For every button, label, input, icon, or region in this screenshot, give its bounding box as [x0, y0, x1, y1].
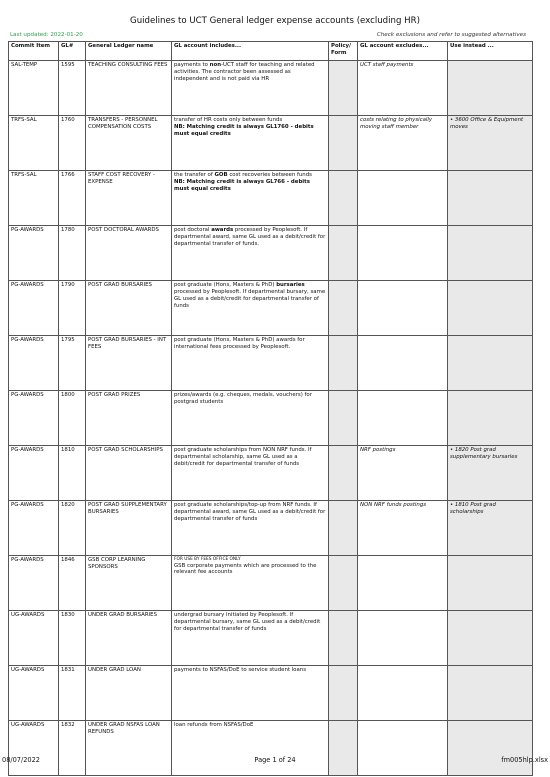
cell-excludes: NRF postings	[358, 446, 448, 501]
cell-name: UNDER GRAD LOAN	[86, 666, 172, 721]
cell-excludes: NON NRF funds postings	[358, 501, 448, 556]
cell-policy	[329, 666, 358, 721]
cell-use-instead	[448, 336, 533, 391]
cell-use-instead	[448, 226, 533, 281]
table-row	[9, 226, 533, 281]
col-policy: Policy/ Form	[329, 42, 358, 61]
cell-name: POST GRAD SCHOLARSHIPS	[86, 446, 172, 501]
table-row	[9, 116, 533, 171]
cell-includes	[172, 116, 329, 171]
includes-text: awards	[211, 227, 234, 233]
table-row	[9, 171, 533, 226]
cell-excludes: costs relating to physically moving staff member	[358, 116, 448, 171]
col-excludes: GL account excludes...	[358, 42, 448, 61]
cell-excludes	[358, 281, 448, 336]
cell-includes	[172, 446, 329, 501]
cell-excludes	[358, 226, 448, 281]
cell-use-instead	[448, 666, 533, 721]
includes-text: GSB corporate payments which are processed to the relevant fee accounts	[174, 562, 317, 576]
table-row	[9, 611, 533, 666]
cell-use-instead	[448, 171, 533, 226]
header-row	[9, 42, 533, 61]
cell-name: UNDER GRAD NSFAS LOAN REFUNDS	[86, 721, 172, 776]
includes-text: processed by Peoplesoft. If departmental award, same GL used as a debit/credit for departmental transfer of funds.	[174, 227, 326, 247]
includes-text: post graduate scholarships from NON NRF funds. If departmental scholarship, same GL used as a debit/credit for departmental transfer of funds	[174, 447, 312, 467]
table-row	[9, 446, 533, 501]
last-updated: Last updated: 2022-01-20	[10, 32, 83, 38]
cell-includes	[172, 666, 329, 721]
includes-text: undergrad bursary initiated by Peoplesoft. If departmental bursary, same GL used as a debit/credit for departmental transfer of funds	[174, 612, 321, 632]
cell-excludes	[358, 721, 448, 776]
check-note: Check exclusions and refer to suggested alternatives	[376, 32, 526, 38]
cell-excludes	[358, 171, 448, 226]
cell-gl: 1831	[59, 666, 86, 721]
col-name: General Ledger name	[86, 42, 172, 61]
cell-name: TRANSFERS - PERSONNEL COMPENSATION COSTS	[86, 116, 172, 171]
cell-use-instead	[448, 391, 533, 446]
cell-includes	[172, 61, 329, 116]
cell-gl: 1830	[59, 611, 86, 666]
includes-text: bursaries	[276, 282, 305, 288]
cell-policy	[329, 446, 358, 501]
cell-excludes	[358, 391, 448, 446]
cell-includes	[172, 171, 329, 226]
cell-commit-item: PG-AWARDS	[9, 446, 59, 501]
includes-text: post graduate (Hons, Masters & PhD) awards for international fees processed by Peoplesoft.	[174, 337, 305, 350]
cell-policy	[329, 61, 358, 116]
table-row	[9, 501, 533, 556]
cell-commit-item: PG-AWARDS	[9, 501, 59, 556]
cell-policy	[329, 391, 358, 446]
includes-text: NB: Matching credit is always GL766 - debits must equal credits	[174, 178, 310, 192]
cell-name: GSB CORP LEARNING SPONSORS	[86, 556, 172, 611]
includes-text: post graduate (Hons, Masters & PhD)	[174, 282, 277, 288]
cell-includes	[172, 721, 329, 776]
cell-gl: 1820	[59, 501, 86, 556]
includes-text: loan refunds from NSFAS/DoE	[174, 722, 254, 728]
cell-use-instead: • 1810 Post grad scholarships	[448, 501, 533, 556]
cell-use-instead	[448, 611, 533, 666]
cell-excludes	[358, 611, 448, 666]
col-commit-item: Commit Item	[9, 42, 59, 61]
cell-commit-item: TRFS-SAL	[9, 171, 59, 226]
cell-includes	[172, 501, 329, 556]
cell-gl: 1846	[59, 556, 86, 611]
includes-text: post graduate scholarships/top-up from NRF funds. If departmental award, same GL used as a debit/credit for departmental transfer of funds	[174, 502, 326, 522]
col-use-instead: Use instead ...	[448, 42, 533, 61]
cell-use-instead	[448, 721, 533, 776]
cell-commit-item: PG-AWARDS	[9, 391, 59, 446]
cell-includes	[172, 281, 329, 336]
table-row	[9, 666, 533, 721]
cell-policy	[329, 171, 358, 226]
includes-text: post doctoral	[174, 227, 212, 233]
includes-text: prizes/awards (e.g. cheques, medals, vouchers) for postgrad students	[174, 392, 312, 405]
cell-use-instead	[448, 556, 533, 611]
includes-text: the transfer of	[174, 172, 215, 178]
cell-gl: 1760	[59, 116, 86, 171]
cell-includes	[172, 336, 329, 391]
includes-text: cost recoveries between funds	[227, 172, 312, 178]
sub-header	[8, 31, 532, 40]
cell-name: POST GRAD BURSARIES - INT FEES	[86, 336, 172, 391]
cell-gl: 1810	[59, 446, 86, 501]
includes-text: payments to NSFAS/DoE to service student loans	[174, 667, 307, 673]
table-row	[9, 721, 533, 776]
cell-gl: 1795	[59, 336, 86, 391]
cell-policy	[329, 721, 358, 776]
cell-commit-item: PG-AWARDS	[9, 556, 59, 611]
cell-use-instead: • 3600 Office & Equipment moves	[448, 116, 533, 171]
cell-gl: 1790	[59, 281, 86, 336]
cell-includes	[172, 611, 329, 666]
cell-name: POST GRAD BURSARIES	[86, 281, 172, 336]
includes-text: transfer of HR costs only between funds	[174, 117, 283, 123]
cell-gl: 1800	[59, 391, 86, 446]
includes-text: processed by Peoplesoft. If departmental bursary, same GL used as a debit/credit for departmental transfer of funds	[174, 288, 326, 309]
table-row	[9, 336, 533, 391]
footer-file: fm005hlp.xlsx	[501, 756, 548, 764]
cell-includes	[172, 226, 329, 281]
cell-use-instead: • 1820 Post grad supplementary bursaries	[448, 446, 533, 501]
cell-policy	[329, 281, 358, 336]
includes-text: non	[209, 62, 222, 68]
includes-text: -UCT staff for teaching and related activities. The contractor been assessed as independent and is not paid via HR	[174, 62, 315, 82]
cell-use-instead	[448, 281, 533, 336]
col-gl: GL#	[59, 42, 86, 61]
cell-policy	[329, 336, 358, 391]
cell-name: POST GRAD SUPPLEMENTARY BURSARIES	[86, 501, 172, 556]
includes-text: payments to	[174, 62, 210, 68]
cell-gl: 1595	[59, 61, 86, 116]
table-row	[9, 391, 533, 446]
table-row	[9, 556, 533, 611]
gl-table	[8, 41, 533, 776]
cell-name: POST GRAD PRIZES	[86, 391, 172, 446]
col-includes: GL account includes...	[172, 42, 329, 61]
cell-policy	[329, 611, 358, 666]
cell-excludes	[358, 666, 448, 721]
cell-name: UNDER GRAD BURSARIES	[86, 611, 172, 666]
cell-includes	[172, 556, 329, 611]
cell-gl: 1832	[59, 721, 86, 776]
cell-name: POST DOCTORAL AWARDS	[86, 226, 172, 281]
cell-excludes	[358, 336, 448, 391]
includes-text: GOB	[214, 172, 228, 178]
cell-includes	[172, 391, 329, 446]
cell-commit-item: PG-AWARDS	[9, 336, 59, 391]
cell-commit-item: UG-AWARDS	[9, 611, 59, 666]
includes-text: NB: Matching credit is always GL1760 - debits must equal credits	[174, 123, 314, 137]
footer-date: 08/07/2022	[2, 756, 41, 764]
cell-policy	[329, 556, 358, 611]
cell-gl: 1780	[59, 226, 86, 281]
cell-policy	[329, 116, 358, 171]
cell-name: STAFF COST RECOVERY - EXPENSE	[86, 171, 172, 226]
cell-commit-item: PG-AWARDS	[9, 226, 59, 281]
cell-policy	[329, 226, 358, 281]
cell-use-instead	[448, 61, 533, 116]
cell-commit-item: PG-AWARDS	[9, 281, 59, 336]
cell-commit-item: UG-AWARDS	[9, 666, 59, 721]
cell-commit-item: TRFS-SAL	[9, 116, 59, 171]
includes-note: FOR USE BY FEES OFFICE ONLY	[174, 557, 241, 562]
cell-policy	[329, 501, 358, 556]
cell-excludes: UCT staff payments	[358, 61, 448, 116]
cell-gl: 1766	[59, 171, 86, 226]
footer-page: Page 1 of 24	[254, 756, 296, 764]
cell-commit-item: SAL-TEMP	[9, 61, 59, 116]
cell-excludes	[358, 556, 448, 611]
cell-commit-item: UG-AWARDS	[9, 721, 59, 776]
table-row	[9, 281, 533, 336]
page-title: Guidelines to UCT General ledger expense accounts (excluding HR)	[130, 16, 420, 26]
table-row	[9, 61, 533, 116]
cell-name: TEACHING CONSULTING FEES	[86, 61, 172, 116]
